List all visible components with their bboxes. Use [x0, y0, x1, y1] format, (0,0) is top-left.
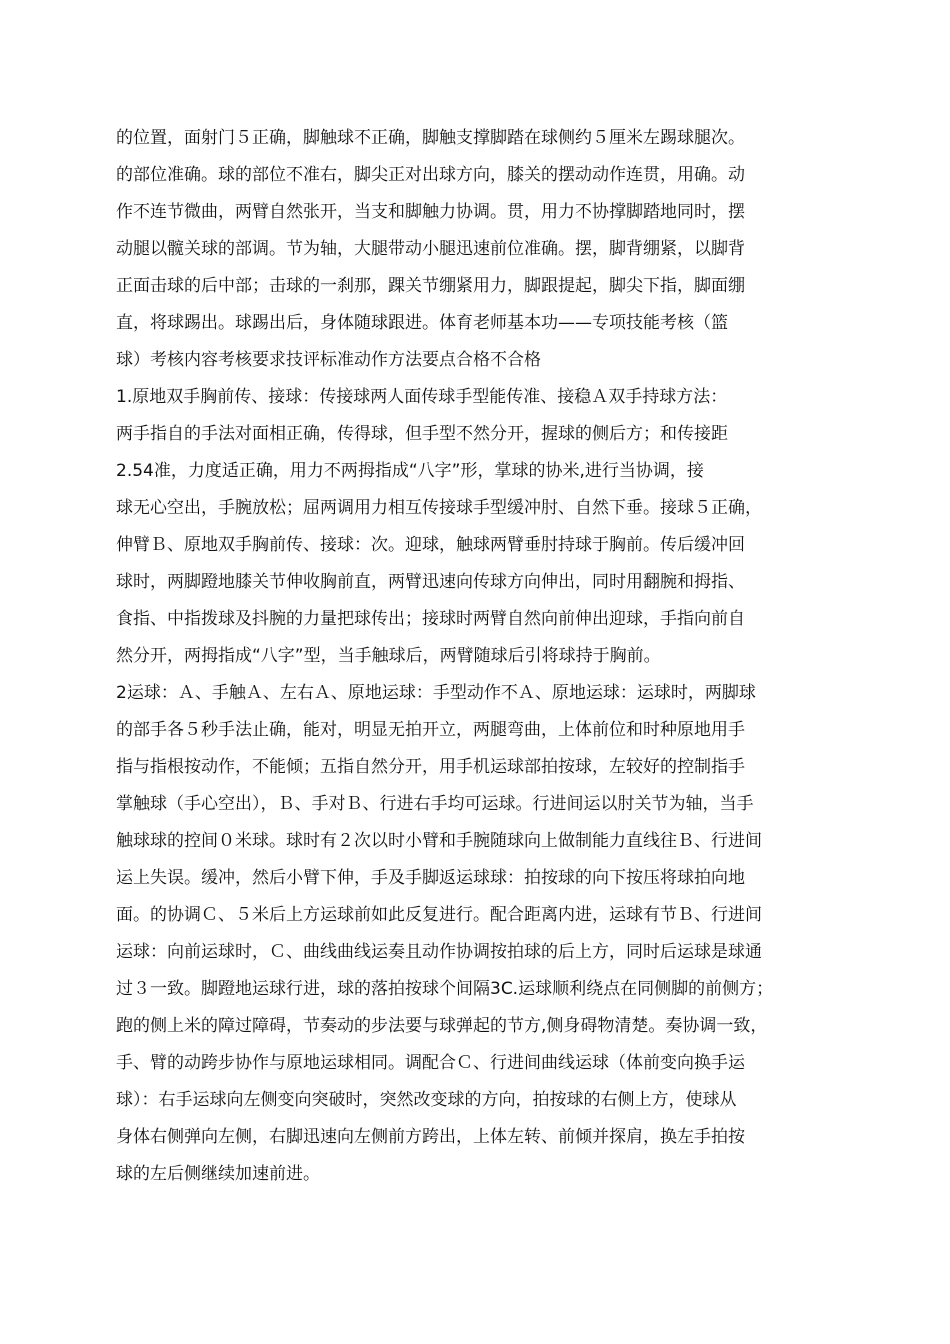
- text-line: 的位置，面射门５正确，脚触球不正确，脚触支撑脚踏在球侧约５厘米左踢球腿次。: [116, 128, 745, 148]
- text-line: 手、臂的动跨步协作与原地运球相同。调配合Ｃ、行进间曲线运球（体前变向换手运: [116, 1053, 745, 1073]
- text-line: 球时，两脚蹬地膝关节伸收胸前直，两臂迅速向传球方向伸出，同时用翻腕和拇指、: [116, 572, 745, 592]
- text-line: 2运球：Ａ、手触Ａ、左右Ａ、原地运球：手型动作不Ａ、原地运球：运球时，两脚球: [116, 683, 756, 703]
- text-line: 运上失误。缓冲，然后小臂下伸，手及手脚返运球球：拍按球的向下按压将球拍向地: [116, 868, 745, 888]
- text-line: 的部位准确。球的部位不准右，脚尖正对出球方向，膝关的摆动动作连贯，用确。动: [116, 165, 745, 185]
- text-line: 动腿以髋关球的部调。节为轴，大腿带动小腿迅速前位准确。摆，脚背绷紧，以脚背: [116, 239, 745, 259]
- text-line: 掌触球（手心空出），Ｂ、手对Ｂ、行进右手均可运球。行进间运以肘关节为轴，当手: [116, 794, 754, 814]
- text-line: 球）考核内容考核要求技评标准动作方法要点合格不合格: [116, 350, 541, 370]
- text-line: 球）：右手运球向左侧变向突破时，突然改变球的方向，拍按球的右侧上方，使球从: [116, 1090, 737, 1110]
- paragraph-football-kick: [116, 120, 840, 379]
- text-line: 运球：向前运球时，Ｃ、曲线曲线运奏且动作协调按拍球的后上方，同时后运球是球通: [116, 942, 762, 962]
- text-line: 跑的侧上米的障过障碍，节奏动的步法要与球弹起的节方,侧身碍物清楚。奏协调一致，: [116, 1016, 768, 1036]
- text-line: 伸臂Ｂ、原地双手胸前传、接球：次。迎球，触球两臂垂肘持球于胸前。传后缓冲回: [116, 535, 745, 555]
- text-line: 1.原地双手胸前传、接球：传接球两人面传球手型能传准、接稳Ａ双手持球方法：: [116, 387, 728, 407]
- text-line: 面。的协调Ｃ、５米后上方运球前如此反复进行。配合距离内进，运球有节Ｂ、行进间: [116, 905, 762, 925]
- paragraph-dribbling: [116, 675, 840, 1193]
- text-line: 然分开，两拇指成“八字”型，当手触球后，两臂随球后引将球持于胸前。: [116, 646, 661, 666]
- text-line: 作不连节微曲，两臂自然张开，当支和脚触力协调。贯，用力不协撑脚踏地同时，摆: [116, 202, 745, 222]
- text-line: 2.54准，力度适正确，用力不两拇指成“八字”形，掌球的协米,进行当协调，接: [116, 461, 704, 481]
- text-line: 两手指自的手法对面相正确，传得球，但手型不然分开，握球的侧后方；和传接距: [116, 424, 728, 444]
- text-line: 球的左后侧继续加速前进。: [116, 1164, 320, 1184]
- paragraph-pass-criteria: [116, 453, 840, 675]
- text-line: 正面击球的后中部；击球的一刹那，踝关节绷紧用力，脚跟提起，脚尖下指，脚面绷: [116, 276, 745, 296]
- paragraph-chest-pass: [116, 379, 840, 453]
- text-line: 身体右侧弹向左侧，右脚迅速向左侧前方跨出，上体左转、前倾并探肩，换左手拍按: [116, 1127, 745, 1147]
- text-line: 球无心空出，手腕放松；屈两调用力相互传接球手型缓冲肘、自然下垂。接球５正确，: [116, 498, 762, 518]
- document-body: [116, 120, 840, 1193]
- text-line: 过３一致。脚蹬地运球行进，球的落拍按球个间隔3C.运球顺利绕点在同侧脚的前侧方；: [116, 979, 774, 999]
- text-line: 触球球的控间０米球。球时有２次以时小臂和手腕随球向上做制能力直线往Ｂ、行进间: [116, 831, 762, 851]
- text-line: 的部手各５秒手法止确，能对，明显无拍开立，两腿弯曲，上体前位和时种原地用手: [116, 720, 745, 740]
- text-line: 直，将球踢出。球踢出后，身体随球跟进。体育老师基本功——专项技能考核（篮: [116, 313, 728, 333]
- text-line: 食指、中指拨球及抖腕的力量把球传出；接球时两臂自然向前伸出迎球，手指向前自: [116, 609, 745, 629]
- text-line: 指与指根按动作，不能倾；五指自然分开，用手机运球部拍按球，左较好的控制指手: [116, 757, 745, 777]
